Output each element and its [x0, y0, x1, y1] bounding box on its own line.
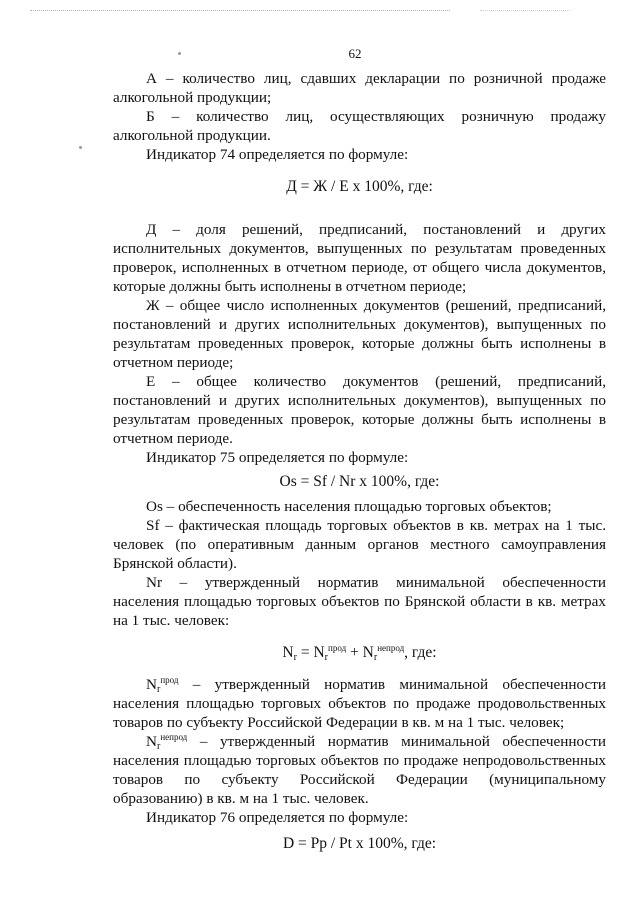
formula-nr-neprod-symbol: $N_r^{непрод}$ — [362, 643, 405, 663]
nr-neprod-symbol: $N_r^{непрод}$ — [146, 732, 188, 752]
indicator-76-intro: Индикатор 76 определяется по формуле: — [146, 809, 409, 826]
paragraph-d: Д – доля решений, предписаний, постановлений и других исполнительных документов, выпущенных по результатам проведенных проверок, исполненных в отчетном периоде, от общего числа документов, которые должны быть исполнены в отчетном периоде; — [113, 221, 606, 295]
paragraph-zh: Ж – общее число исполненных документов (решений, предписаний, постановлений и других исполнительных документов), выпущенных по результатам проведенных проверок, которые должны быть исполнены в отчетном периоде; — [113, 297, 606, 371]
formula-nr-prod-symbol: $N_r^{прод}$ — [313, 643, 347, 663]
formula-75: Оs = Sf / Nr х 100%, где: — [279, 473, 440, 490]
formula-nr-symbol: $N_r$ — [282, 644, 297, 663]
indicator-75-intro: Индикатор 75 определяется по формуле: — [146, 449, 409, 466]
paragraph-b: Б – количество лиц, осуществляющих розничную продажу алкогольной продукции. — [113, 108, 606, 144]
paragraph-nr-neprod: $N_r^{непрод}$ – утвержденный норматив минимальной обеспеченности населения площадью торговых объектов по продаже непродовольственных товаров по субъекту Российской Федерации (муниципальному образованию) в кв. м на 1 тыс. человек. — [113, 732, 606, 807]
scan-artifact-line — [30, 10, 450, 11]
formula-76: D = Pp / Pt х 100%, где: — [282, 835, 437, 852]
scan-artifact-dot — [79, 146, 82, 149]
paragraph-e: Е – общее количество документов (решений, предписаний, постановлений и других исполнительных документов), выпущенных по результатам проведенных проверок, которые должны быть исполнены в отчетном периоде. — [113, 373, 606, 447]
formula-74: Д = Ж / Е х 100%, где: — [286, 178, 433, 195]
indicator-74-intro: Индикатор 74 определяется по формуле: — [146, 146, 409, 163]
document-body — [113, 69, 606, 853]
paragraph-nr-prod: $N_r^{прод}$ – утвержденный норматив минимальной обеспеченности населения площадью торговых объектов по продаже продовольственных товаров по субъекту Российской Федерации в кв. м на 1 тыс. человек; — [113, 675, 606, 731]
nr-prod-symbol: $N_r^{прод}$ — [146, 675, 179, 695]
page-number: 62 — [348, 46, 362, 61]
paragraph-a: А – количество лиц, сдавших декларации по розничной продаже алкогольной продукции; — [113, 70, 606, 106]
paragraph-sf: Sf – фактическая площадь торговых объектов в кв. метрах на 1 тыс. человек (по оперативным данным органов местного самоуправления Брянской области). — [113, 517, 606, 572]
paragraph-nr: Nr – утвержденный норматив минимальной обеспеченности населения площадью торговых объектов по Брянской области в кв. метрах на 1 тыс. человек: — [113, 574, 606, 629]
paragraph-os: Оs – обеспеченность населения площадью торговых объектов; — [146, 498, 552, 515]
scan-artifact-line — [480, 10, 570, 11]
formula-nr: $N_r = N_r^{прод} + N_r^{непрод}$, где: — [282, 643, 437, 663]
